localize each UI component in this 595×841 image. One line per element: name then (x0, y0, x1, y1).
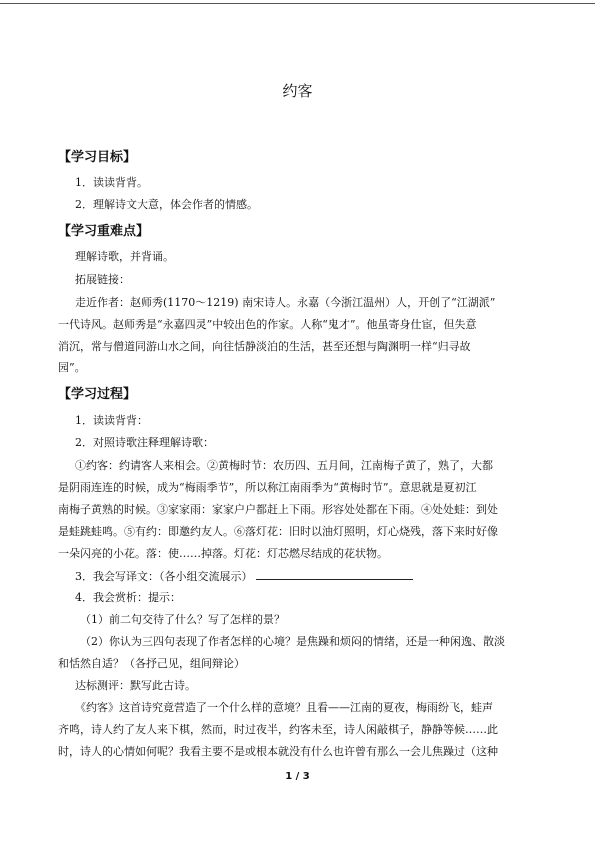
author-intro-line-1: 走近作者：赵师秀(1170～1219) 南宋诗人。永嘉（今浙江温州）人，开创了“江湖派” (75, 296, 496, 309)
process-line-1: 1．读读背背： (75, 414, 148, 427)
heading-goals: 【学习目标】 (58, 150, 137, 165)
author-intro-line-4: 园”。 (58, 361, 86, 374)
heading-process: 【学习过程】 (58, 387, 137, 402)
analysis-line-2: 齐鸣，诗人约了友人来下棋，然而，时过夜半，约客未至，诗人闲敲棋子，静静等候……此 (58, 723, 498, 736)
goals-line-1: 1．读读背背。 (75, 176, 148, 189)
analysis-line-1: 《约客》这首诗究竟营造了一个什么样的意境？且看——江南的夏夜，梅雨纷飞，蛙声 (75, 701, 493, 714)
translation-prompt: 3．我会写译文：（各小组交流展示） (75, 570, 253, 583)
key-line-1: 理解诗歌，并背诵。 (75, 250, 174, 263)
key-line-2: 拓展链接： (75, 273, 130, 286)
author-intro-line-3: 消沉，常与僧道同游山水之间，向往恬静淡泊的生活，甚至还想与陶渊明一样“归寻故 (58, 340, 471, 353)
notes-line-4: 是蛙跳蛙鸣。⑤有约：即邀约友人。⑥落灯花：旧时以油灯照明，灯心烧残，落下来时好像 (58, 525, 498, 538)
heading-key-points: 【学习重难点】 (58, 224, 150, 239)
page-title: 约客 (282, 82, 313, 100)
question-2-line-2: 和恬然自适？（各抒己见，组间辩论） (58, 657, 245, 670)
process-line-2: 2．对照诗歌注释理解诗歌： (75, 436, 214, 449)
page-number: 1 / 3 (285, 771, 310, 782)
notes-line-3: 南梅子黄熟的时候。③家家雨：家家户户都赶上下雨。形容处处都在下雨。④处处蛙：到处 (58, 503, 498, 516)
notes-line-2: 是阴雨连连的时候，成为“梅雨季节”，所以称江南雨季为“黄梅时节”。意思就是夏初江 (58, 481, 477, 494)
question-2-line-1: （2）你认为三四句表现了作者怎样的心境？是焦躁和烦闷的情绪，还是一种闲逸、散淡 (80, 635, 505, 648)
appreciation-line: 4．我会赏析：提示： (75, 591, 181, 604)
translation-blank[interactable] (256, 569, 413, 580)
assessment-line: 达标测评：默写此古诗。 (75, 679, 196, 692)
translation-prompt-line (75, 569, 555, 584)
author-intro-line-2: 一代诗风。赵师秀是“永嘉四灵”中较出色的作家。人称“鬼才”。他虽寄身仕宦，但失意 (58, 318, 477, 331)
question-1-line: （1）前二句交待了什么？写了怎样的景？ (80, 613, 285, 626)
goals-line-2: 2．理解诗文大意，体会作者的情感。 (75, 198, 258, 211)
notes-line-5: 一朵闪亮的小花。落：使……掉落。灯花：灯芯燃尽结成的花状物。 (58, 547, 388, 560)
analysis-line-3: 时，诗人的心情如何呢？我看主要不是或根本就没有什么也许曾有那么一会儿焦躁过（这种 (58, 745, 498, 758)
top-rule (0, 3, 595, 4)
notes-line-1: ①约客：约请客人来相会。②黄梅时节：农历四、五月间，江南梅子黄了，熟了，大都 (75, 459, 493, 472)
